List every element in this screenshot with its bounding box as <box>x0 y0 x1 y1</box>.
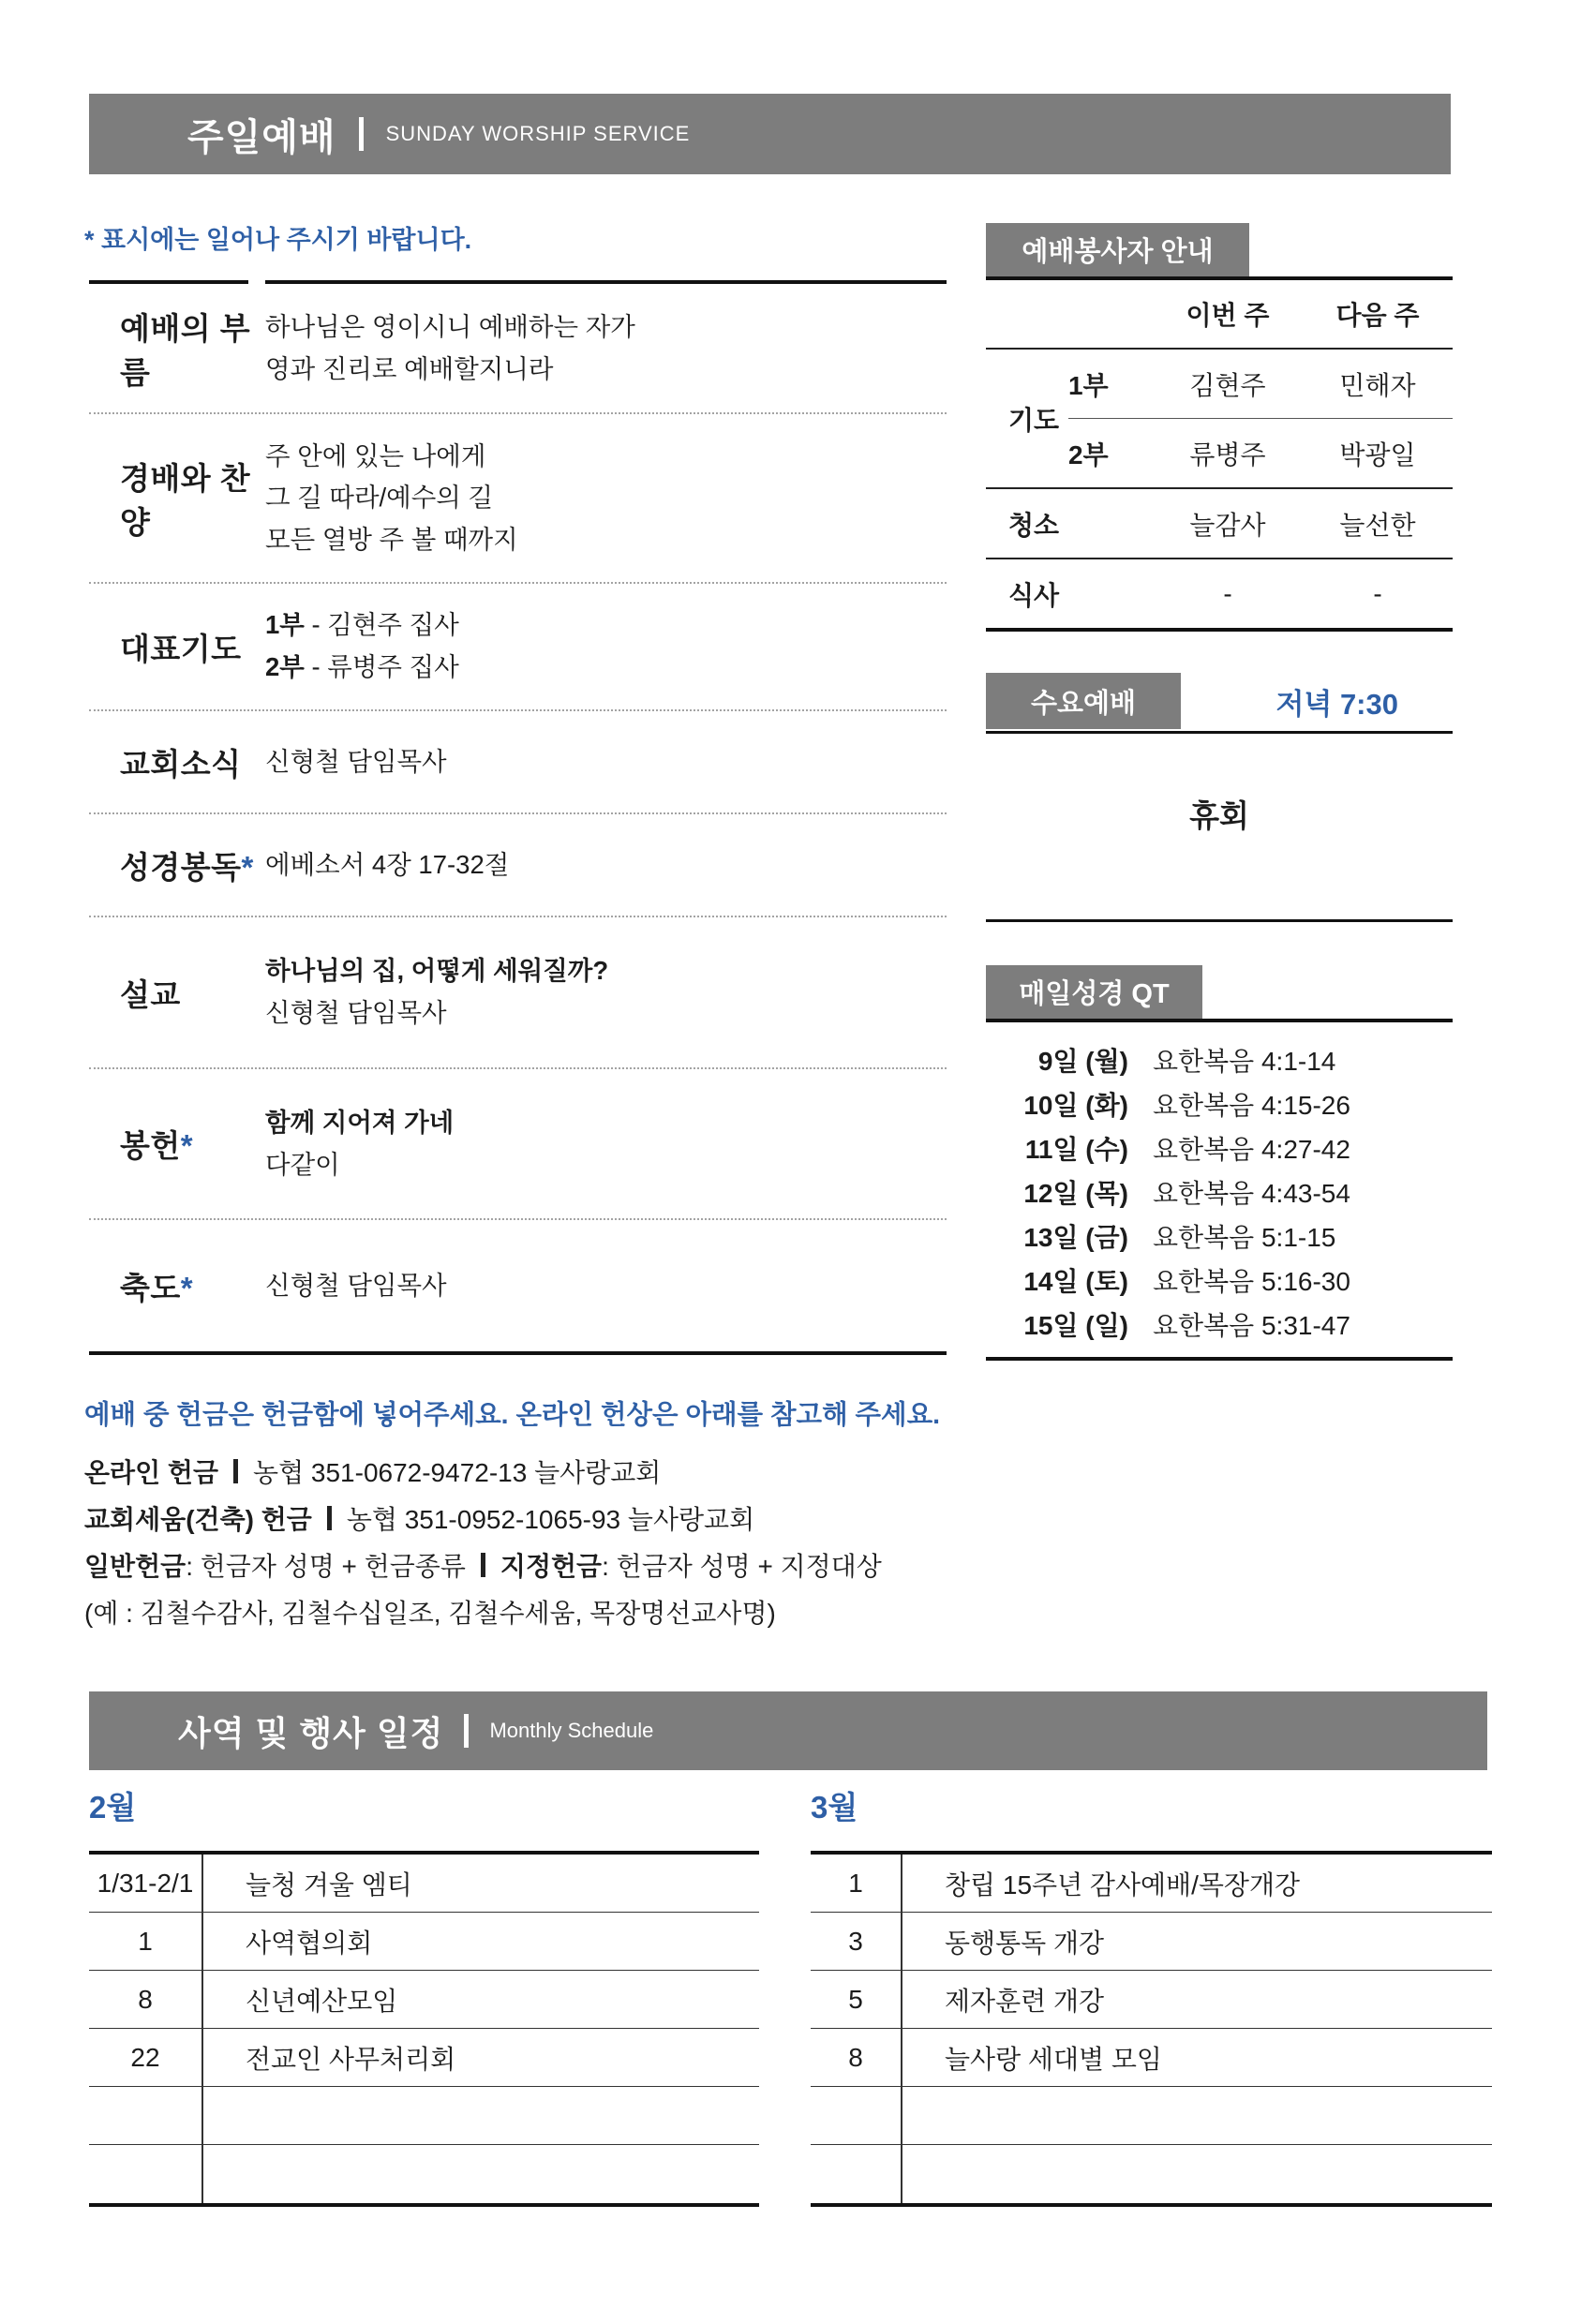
qt-row <box>986 1081 1453 1125</box>
schedule-row <box>811 1913 1492 1971</box>
schedule-date-cell <box>811 2087 902 2144</box>
qt-day: 15일 (일) <box>1023 1310 1128 1340</box>
qt-row <box>986 1037 1453 1081</box>
schedule-event-cell <box>203 2087 246 2144</box>
qt-day: 12일 (목) <box>1023 1178 1128 1208</box>
offering-line <box>84 1542 882 1588</box>
plain-text: (예 : 김철수감사, 김철수십일조, 김철수세움, 목장명선교사명) <box>84 1599 776 1628</box>
worship-order-bottom-rule <box>89 1351 947 1355</box>
wednesday-panel <box>986 673 1453 734</box>
this-week-value: - <box>1223 578 1232 608</box>
worship-row <box>89 1220 947 1351</box>
worship-content-line: 하나님의 집, 어떻게 세워질까? <box>265 956 609 986</box>
qt-day: 9일 (월) <box>1037 1046 1128 1076</box>
schedule-row <box>89 2145 759 2203</box>
page-title: 주일예배 <box>187 116 336 158</box>
volunteer-row <box>986 489 1453 559</box>
worship-row <box>89 584 947 711</box>
schedule-date-cell: 1 <box>89 1913 203 1970</box>
qt-passage: 요한복음 5:31-47 <box>1153 1310 1350 1340</box>
bold-text: 온라인 헌금 <box>84 1458 219 1487</box>
qt-row <box>986 1169 1453 1214</box>
worship-content-line: 모든 열방 주 볼 때까지 <box>265 524 518 554</box>
title-separator-bar <box>464 1714 469 1748</box>
next-week-value: 늘선한 <box>1339 510 1416 540</box>
qt-list <box>986 1022 1453 1346</box>
stand-asterisk: * <box>180 1128 194 1163</box>
plain-text: 농협 351-0672-9472-13 늘사랑교회 <box>253 1458 662 1487</box>
rule-segment <box>265 280 947 284</box>
worship-item-label: 축도* <box>120 1270 194 1305</box>
col-header-this-week: 이번 주 <box>1186 301 1270 330</box>
qt-passage: 요한복음 4:15-26 <box>1153 1090 1350 1120</box>
schedule-date-cell: 3 <box>811 1913 902 1970</box>
worship-item-content <box>265 950 947 1034</box>
qt-day: 11일 (수) <box>1024 1134 1128 1164</box>
worship-item-content <box>265 306 947 390</box>
daily-qt-bottom-rule <box>986 1357 1453 1361</box>
monthly-title: 사역 및 행사 일정 <box>178 1713 444 1752</box>
worship-row <box>89 711 947 814</box>
worship-content-line: 그 길 따라/예수의 길 <box>265 483 494 513</box>
offering-line <box>84 1495 882 1542</box>
worship-item-content <box>265 844 947 886</box>
schedule-date-cell: 1 <box>811 1855 902 1912</box>
bold-text: 지정헌금 <box>500 1552 603 1581</box>
schedule-table-mar <box>811 1851 1492 2207</box>
worship-row <box>89 814 947 917</box>
worship-item-label: 경배와 찬양 <box>120 460 251 540</box>
col-header-next-week: 다음 주 <box>1335 301 1420 330</box>
volunteer-row-label: 청소 <box>1008 510 1060 540</box>
qt-passage: 요한복음 5:16-30 <box>1153 1266 1350 1296</box>
next-week-value: 민해자 <box>1339 370 1416 400</box>
month-label-feb: 2월 <box>89 1790 137 1825</box>
stand-asterisk: * <box>241 849 254 885</box>
this-week-value: 늘감사 <box>1189 510 1266 540</box>
daily-qt-badge: 매일성경 QT <box>986 965 1202 1019</box>
worship-row <box>89 1069 947 1220</box>
worship-item-label: 성경봉독* <box>120 849 254 885</box>
worship-content-line: 신형철 담임목사 <box>265 1270 447 1300</box>
worship-item-label: 설교 <box>120 976 181 1012</box>
offering-details <box>84 1448 882 1635</box>
worship-content-line: 2부 - 류병주 집사 <box>265 652 459 681</box>
worship-row <box>89 414 947 584</box>
wednesday-time: 저녁 7:30 <box>1275 687 1398 721</box>
qt-day: 10일 (화) <box>1023 1090 1128 1120</box>
bold-text: 교회세움(건축) 헌금 <box>84 1505 312 1534</box>
rule-segment <box>89 280 248 284</box>
qt-passage: 요한복음 4:27-42 <box>1153 1134 1350 1164</box>
worship-row <box>89 917 947 1069</box>
schedule-event-cell <box>203 2145 246 2203</box>
worship-content-line: 신형철 담임목사 <box>265 746 447 776</box>
schedule-row <box>89 2087 759 2145</box>
schedule-date-cell <box>89 2145 203 2203</box>
schedule-date-cell: 8 <box>811 2029 902 2086</box>
monthly-subtitle: Monthly Schedule <box>489 1719 654 1742</box>
prayer-part-label: 2부 <box>1068 439 1109 469</box>
stand-note: * 표시에는 일어나 주시기 바랍니다. <box>84 226 472 254</box>
schedule-event-cell: 늘청 겨울 엠티 <box>246 1870 412 1899</box>
next-week-value: - <box>1373 578 1382 608</box>
qt-passage: 요한복음 4:43-54 <box>1153 1178 1350 1208</box>
volunteers-header-row <box>986 280 1453 350</box>
schedule-event-cell <box>902 2087 945 2144</box>
volunteers-badge: 예배봉사자 안내 <box>986 223 1249 276</box>
worship-item-label: 교회소식 <box>120 746 242 782</box>
worship-content-line: 다같이 <box>265 1149 340 1179</box>
stand-asterisk: * <box>180 1270 194 1305</box>
schedule-date-cell <box>811 2145 902 2203</box>
offering-line <box>84 1448 882 1495</box>
worship-item-content <box>265 741 947 783</box>
worship-content-line: 함께 지어져 가네 <box>265 1107 455 1137</box>
qt-passage: 요한복음 5:1-15 <box>1153 1222 1336 1252</box>
schedule-table-feb <box>89 1851 759 2207</box>
worship-item-content <box>265 1102 947 1185</box>
right-column-divider <box>986 919 1453 922</box>
worship-item-content <box>265 1265 947 1307</box>
worship-content-line: 에베소서 4장 17-32절 <box>265 849 510 879</box>
prayer-row <box>1068 350 1453 419</box>
schedule-row <box>89 1855 759 1913</box>
sunday-worship-header-bar <box>89 94 1451 174</box>
qt-day: 13일 (금) <box>1023 1222 1128 1252</box>
schedule-event-cell: 늘사랑 세대별 모임 <box>945 2044 1162 2074</box>
qt-row <box>986 1302 1453 1346</box>
prayer-part-label: 1부 <box>1068 370 1109 400</box>
volunteers-panel <box>986 223 1453 632</box>
qt-day: 14일 (토) <box>1023 1266 1128 1296</box>
plain-text: 농협 351-0952-1065-93 늘사랑교회 <box>346 1505 755 1534</box>
schedule-row <box>811 1855 1492 1913</box>
schedule-date-cell: 22 <box>89 2029 203 2086</box>
title-separator-bar <box>359 117 364 151</box>
plain-text: : 헌금자 성명 + 헌금종류 <box>186 1552 466 1581</box>
monthly-schedule-header-bar <box>89 1691 1487 1770</box>
schedule-event-cell <box>902 2145 945 2203</box>
text-separator-bar <box>233 1459 238 1483</box>
this-week-value: 류병주 <box>1189 439 1266 469</box>
volunteer-row-label: 식사 <box>1008 580 1060 610</box>
schedule-row <box>811 2029 1492 2087</box>
schedule-row <box>89 1971 759 2029</box>
schedule-date-cell: 5 <box>811 1971 902 2028</box>
schedule-event-cell: 사역협의회 <box>246 1928 373 1958</box>
worship-item-label: 봉헌* <box>120 1128 194 1163</box>
schedule-event-cell: 동행통독 개강 <box>945 1928 1105 1958</box>
plain-text: : 헌금자 성명 + 지정대상 <box>602 1552 882 1581</box>
prayer-group-label: 기도 <box>1008 405 1060 435</box>
next-week-value: 박광일 <box>1339 439 1416 469</box>
schedule-row <box>89 1913 759 1971</box>
worship-row <box>89 284 947 414</box>
worship-order <box>89 280 947 1355</box>
worship-order-top-rule <box>89 280 947 284</box>
schedule-date-cell: 1/31-2/1 <box>89 1855 203 1912</box>
schedule-row <box>811 1971 1492 2029</box>
this-week-value: 김현주 <box>1189 370 1266 400</box>
schedule-event-cell: 제자훈련 개강 <box>945 1986 1105 2016</box>
qt-passage: 요한복음 4:1-14 <box>1153 1046 1336 1076</box>
qt-row <box>986 1258 1453 1302</box>
schedule-event-cell: 창립 15주년 감사예배/목장개강 <box>945 1870 1301 1899</box>
worship-content-line: 신형철 담임목사 <box>265 998 447 1027</box>
schedule-row <box>811 2087 1492 2145</box>
text-separator-bar <box>327 1506 332 1530</box>
schedule-date-cell <box>89 2087 203 2144</box>
worship-content-line: 주 안에 있는 나에게 <box>265 440 486 470</box>
worship-item-content <box>265 436 947 561</box>
page-subtitle: SUNDAY WORSHIP SERVICE <box>385 122 691 145</box>
worship-content-line: 하나님은 영이시니 예배하는 자가 <box>265 311 635 341</box>
volunteer-row <box>986 559 1453 632</box>
bold-text: 일반헌금 <box>84 1552 186 1581</box>
offering-notice: 예배 중 헌금은 헌금함에 넣어주세요. 온라인 헌상은 아래를 참고해 주세요. <box>84 1400 941 1430</box>
qt-row <box>986 1125 1453 1169</box>
offering-line <box>84 1588 882 1635</box>
schedule-row <box>811 2145 1492 2203</box>
schedule-date-cell: 8 <box>89 1971 203 2028</box>
worship-item-content <box>265 604 947 688</box>
qt-row <box>986 1214 1453 1258</box>
daily-qt-panel <box>986 965 1453 1361</box>
month-label-mar: 3월 <box>811 1790 858 1825</box>
wednesday-badge: 수요예배 <box>986 673 1181 729</box>
worship-content-line: 영과 진리로 예배할지니라 <box>265 353 554 383</box>
prayer-row <box>1068 419 1453 487</box>
schedule-row <box>89 2029 759 2087</box>
schedule-event-cell: 전교인 사무처리회 <box>246 2044 456 2074</box>
schedule-event-cell: 신년예산모임 <box>246 1986 398 2016</box>
worship-item-label: 예배의 부름 <box>120 310 251 390</box>
wednesday-status: 휴회 <box>1189 798 1249 833</box>
worship-item-label: 대표기도 <box>120 631 242 666</box>
prayer-group <box>986 350 1453 489</box>
worship-content-line: 1부 - 김현주 집사 <box>265 610 459 640</box>
text-separator-bar <box>481 1553 485 1577</box>
